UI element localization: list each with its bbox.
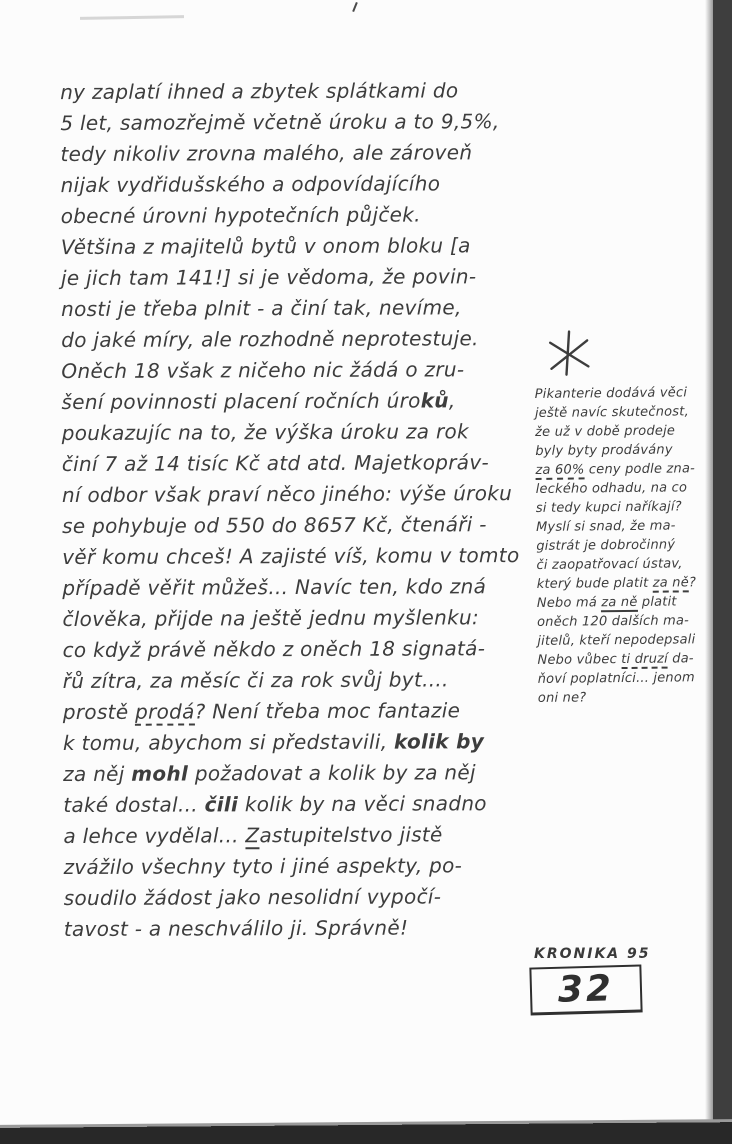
text-line: Oněch 18 však z ničeho nic žádá o zru- bbox=[61, 357, 465, 384]
text-line: gistrát je dobročinný bbox=[536, 537, 676, 554]
text-line: k tomu, abychom si představili, kolik by bbox=[62, 729, 485, 756]
text-line: činí 7 až 14 tisíc Kč atd atd. Majetkopráv- bbox=[61, 450, 490, 477]
text-line: případě věřit můžeš... Navíc ten, kdo zná bbox=[62, 574, 487, 601]
page-number-box bbox=[529, 964, 642, 1015]
text-line: člověka, přijde na ještě jednu myšlenku: bbox=[62, 605, 480, 632]
text-line: tedy nikoliv zrovna malého, ale zároveň bbox=[60, 140, 473, 167]
text-line: nijak vydřidušského a odpovídajícího bbox=[60, 171, 441, 198]
text-line: poukazujíc na to, že výška úroku za rok bbox=[61, 419, 469, 446]
text-line: také dostal... čili kolik by na věci snadno bbox=[63, 791, 487, 818]
text-line: šení povinnosti placení ročních úroků, bbox=[61, 388, 456, 415]
page-number: 32 bbox=[557, 968, 615, 1011]
scan-edge-right bbox=[713, 0, 732, 1144]
text-line: Nebo vůbec ti druzí da- bbox=[537, 651, 694, 668]
main-text-block bbox=[60, 75, 550, 945]
text-line: který bude platit za ně? bbox=[536, 575, 697, 592]
text-line: řů zítra, za měsíc či za rok svůj byt.... bbox=[62, 667, 449, 694]
margin-note-text bbox=[535, 383, 718, 708]
text-line: ještě navíc skutečnost, bbox=[534, 404, 689, 421]
chronicle-label: KRONIKA 95 bbox=[534, 946, 651, 962]
text-line: že už v době prodeje bbox=[535, 423, 676, 440]
text-line: či zaopatřovací ústav, bbox=[536, 556, 683, 573]
text-line: věř komu chceš! A zajisté víš, komu v tomto bbox=[62, 543, 520, 570]
scan-edge-fade bbox=[705, 0, 713, 1144]
text-line: se pohybuje od 550 do 8657 Kč, čtenáři - bbox=[62, 512, 487, 539]
scan-artifact-streak bbox=[80, 15, 184, 20]
text-line: Nebo má za ně platit bbox=[536, 594, 677, 611]
text-line: jitelů, kteří nepodepsali bbox=[537, 632, 696, 649]
text-line: nosti je třeba plnit - a činí tak, nevíme, bbox=[61, 295, 462, 322]
text-line: a lehce vydělal... Zastupitelstvo jistě bbox=[63, 822, 443, 849]
text-line: prostě prodá? Není třeba moc fantazie bbox=[62, 698, 461, 725]
asterisk-icon bbox=[534, 327, 715, 381]
scan-artifact-top-mark bbox=[352, 2, 358, 12]
text-line: Pikanterie dodává věci bbox=[534, 385, 688, 402]
text-line: Myslí si snad, že ma- bbox=[536, 518, 676, 535]
text-line: do jaké míry, ale rozhodně neprotestuje. bbox=[61, 326, 479, 353]
text-line: je jich tam 141!] si je vědoma, že povin- bbox=[60, 264, 477, 291]
text-line: Většina z majitelů bytů v onom bloku [a bbox=[60, 233, 471, 260]
text-line: za něj mohl požadovat a kolik by za něj bbox=[63, 760, 476, 787]
text-line: soudilo žádost jako nesolidní vypočí- bbox=[63, 884, 442, 911]
text-line: obecné úrovni hypotečních půjček. bbox=[60, 202, 421, 229]
footer-block bbox=[530, 946, 660, 1014]
text-line: za 60% ceny podle zna- bbox=[535, 461, 696, 478]
text-line: si tedy kupci naříkají? bbox=[535, 499, 682, 516]
scan-edge-bottom bbox=[0, 1119, 732, 1144]
text-line: oněch 120 dalších ma- bbox=[537, 613, 690, 630]
margin-note-block bbox=[534, 327, 718, 708]
text-line: oni ne? bbox=[537, 690, 587, 706]
text-line: ní odbor však praví něco jiného: výše úroku bbox=[61, 481, 513, 508]
text-line: ňoví poplatníci... jenom bbox=[537, 670, 695, 687]
text-line: byly byty prodávány bbox=[535, 442, 673, 459]
text-line: leckého odhadu, na co bbox=[535, 480, 688, 497]
text-line: ny zaplatí ihned a zbytek splátkami do bbox=[60, 78, 459, 105]
text-line: tavost - a neschválilo ji. Správně! bbox=[63, 915, 409, 942]
text-line: 5 let, samozřejmě včetně úroku a to 9,5%, bbox=[60, 109, 500, 136]
text-line: co když právě někdo z oněch 18 signatá- bbox=[62, 636, 486, 663]
text-line: zvážilo všechny tyto i jiné aspekty, po- bbox=[63, 853, 463, 880]
